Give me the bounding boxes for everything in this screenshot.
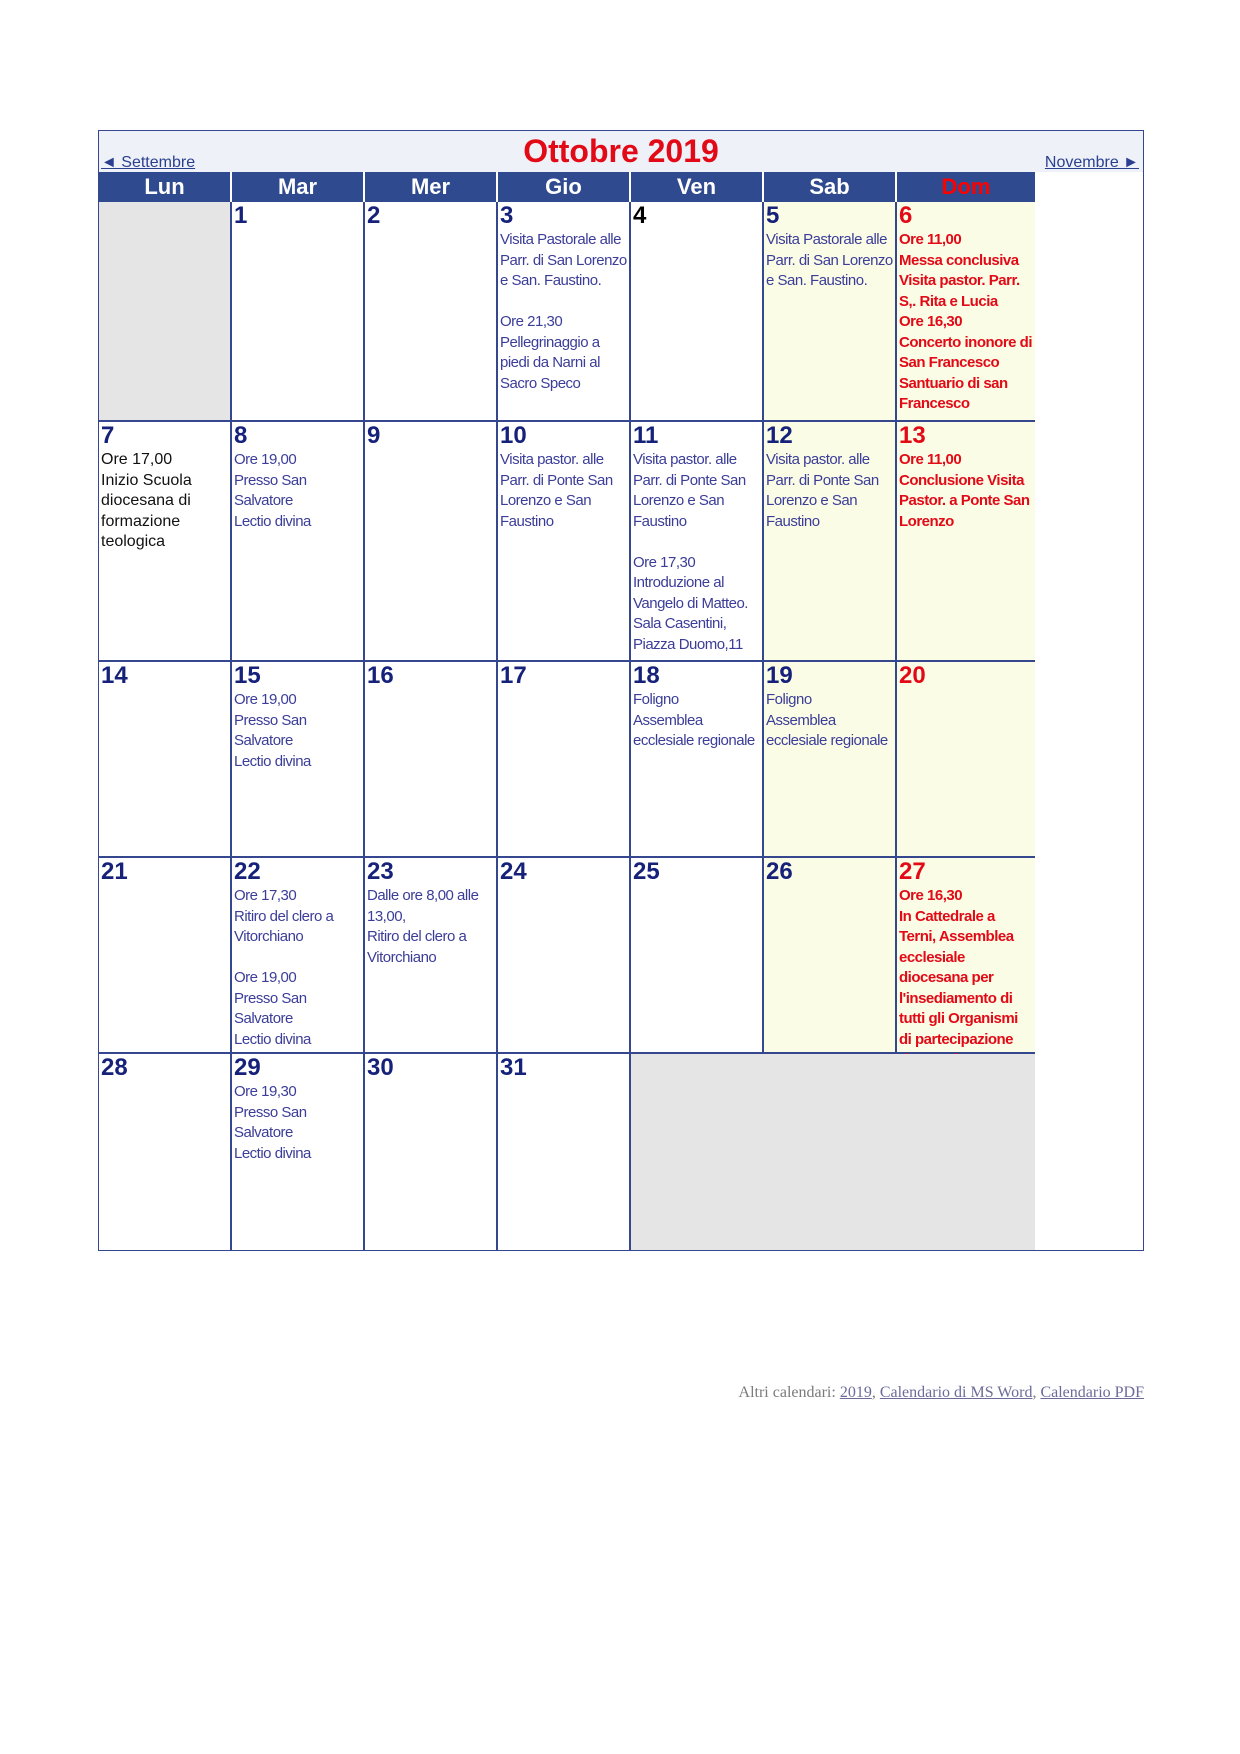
footer-sep: , xyxy=(1032,1384,1041,1401)
day-cell-16 xyxy=(365,662,498,858)
day-cell-4 xyxy=(631,202,764,422)
weekday-sab: Sab xyxy=(764,172,897,202)
day-number: 12 xyxy=(766,422,793,449)
day-events: Visita pastor. alle Parr. di Ponte San Lorenzo e San Faustino xyxy=(500,451,613,530)
prev-month-link[interactable]: ◄ Settembre xyxy=(101,154,196,171)
day-number: 1 xyxy=(234,202,248,229)
day-events: Ore 19,00 Presso San Salvatore Lectio divina xyxy=(234,691,311,770)
day-events: Visita Pastorale alle Parr. di San Lorenzo e San. Faustino. xyxy=(766,231,893,289)
day-number: 3 xyxy=(500,202,514,229)
day-cell-13 xyxy=(897,422,1035,662)
day-cell-24 xyxy=(498,858,631,1054)
day-cell-15 xyxy=(232,662,365,858)
weekday-header-row xyxy=(99,172,1143,202)
day-number: 26 xyxy=(766,858,793,885)
day-number: 4 xyxy=(633,202,647,229)
day-events: Ore 11,00 Messa conclusiva Visita pastor. Parr. S,. Rita e Lucia Ore 16,30 Concerto inonore di San Francesco Santuario di san Francesco xyxy=(899,231,1032,412)
day-number: 10 xyxy=(500,422,527,449)
day-events: Ore 11,00 Conclusione Visita Pastor. a Ponte San Lorenzo xyxy=(899,451,1030,530)
day-cell-10 xyxy=(498,422,631,662)
day-events: Ore 16,30 In Cattedrale a Terni, Assemblea ecclesiale diocesana per l'insediamento di tutti gli Organismi di partecipazione xyxy=(899,887,1018,1048)
day-number: 5 xyxy=(766,202,780,229)
day-cell-25 xyxy=(631,858,764,1054)
day-cell-14 xyxy=(99,662,232,858)
day-events: Ore 19,30 Presso San Salvatore Lectio divina xyxy=(234,1083,311,1162)
day-events: Ore 17,00 Inizio Scuola diocesana di formazione teologica xyxy=(101,451,192,550)
weekday-ven: Ven xyxy=(631,172,764,202)
day-number: 11 xyxy=(633,422,659,449)
day-number: 20 xyxy=(899,662,926,689)
day-cell-30 xyxy=(365,1054,498,1250)
weekday-gio: Gio xyxy=(498,172,631,202)
day-cell-5 xyxy=(764,202,897,422)
weekday-mar: Mar xyxy=(232,172,365,202)
empty-day-cell xyxy=(99,202,232,422)
week-row xyxy=(99,662,1143,858)
day-number: 16 xyxy=(367,662,394,689)
day-cell-2 xyxy=(365,202,498,422)
day-events: Visita pastor. alle Parr. di Ponte San Lorenzo e San Faustino xyxy=(766,451,879,530)
day-events: Visita Pastorale alle Parr. di San Lorenzo e San. Faustino. Ore 21,30 Pellegrinaggio a piedi da Narni al Sacro Speco xyxy=(500,231,627,392)
day-number: 25 xyxy=(633,858,660,885)
week-row xyxy=(99,858,1143,1054)
empty-day-cell xyxy=(631,1054,1035,1250)
link-2019[interactable]: 2019 xyxy=(839,1384,872,1401)
day-number: 18 xyxy=(633,662,660,689)
day-events: Ore 17,30 Ritiro del clero a Vitorchiano Ore 19,00 Presso San Salvatore Lectio divina xyxy=(234,887,334,1048)
day-number: 17 xyxy=(500,662,527,689)
footer-other-calendars xyxy=(739,1384,1144,1402)
day-cell-11 xyxy=(631,422,764,662)
day-events: Foligno Assemblea ecclesiale regionale xyxy=(766,691,888,749)
day-number: 27 xyxy=(899,858,926,885)
weekday-lun: Lun xyxy=(99,172,232,202)
footer-label: Altri calendari: xyxy=(738,1384,840,1401)
day-cell-22 xyxy=(232,858,365,1054)
next-month-link[interactable]: Novembre ► xyxy=(1044,154,1139,171)
month-title: Ottobre 2019 xyxy=(523,133,719,169)
day-cell-31 xyxy=(498,1054,631,1250)
day-events: Dalle ore 8,00 alle 13,00, Ritiro del clero a Vitorchiano xyxy=(367,887,479,966)
link-ms-word-calendar[interactable]: Calendario di MS Word xyxy=(879,1384,1033,1401)
day-number: 19 xyxy=(766,662,793,689)
day-number: 15 xyxy=(234,662,261,689)
day-number: 21 xyxy=(101,858,128,885)
footer-sep: , xyxy=(871,1384,880,1401)
weekday-mer: Mer xyxy=(365,172,498,202)
day-cell-27 xyxy=(897,858,1035,1054)
day-number: 30 xyxy=(367,1054,394,1081)
day-cell-28 xyxy=(99,1054,232,1250)
calendar-grid xyxy=(99,202,1143,1250)
day-number: 28 xyxy=(101,1054,128,1081)
day-number: 31 xyxy=(500,1054,527,1081)
day-number: 2 xyxy=(367,202,381,229)
weekday-dom: Dom xyxy=(897,172,1035,202)
week-row xyxy=(99,422,1143,662)
day-cell-1 xyxy=(232,202,365,422)
day-number: 24 xyxy=(500,858,527,885)
day-number: 8 xyxy=(234,422,248,449)
day-cell-9 xyxy=(365,422,498,662)
day-number: 14 xyxy=(101,662,128,689)
day-cell-23 xyxy=(365,858,498,1054)
day-cell-29 xyxy=(232,1054,365,1250)
day-cell-20 xyxy=(897,662,1035,858)
day-number: 13 xyxy=(899,422,926,449)
day-cell-19 xyxy=(764,662,897,858)
day-cell-3 xyxy=(498,202,631,422)
day-cell-8 xyxy=(232,422,365,662)
day-cell-18 xyxy=(631,662,764,858)
day-number: 6 xyxy=(899,202,913,229)
link-pdf-calendar[interactable]: Calendario PDF xyxy=(1040,1384,1144,1401)
day-events: Ore 19,00 Presso San Salvatore Lectio divina xyxy=(234,451,311,530)
week-row xyxy=(99,1054,1143,1250)
day-cell-21 xyxy=(99,858,232,1054)
day-number: 23 xyxy=(367,858,394,885)
day-cell-26 xyxy=(764,858,897,1054)
day-cell-12 xyxy=(764,422,897,662)
day-events: Foligno Assemblea ecclesiale regionale xyxy=(633,691,755,749)
day-cell-17 xyxy=(498,662,631,858)
day-cell-7 xyxy=(99,422,232,662)
day-number: 29 xyxy=(234,1054,261,1081)
day-number: 9 xyxy=(367,422,381,449)
day-events: Visita pastor. alle Parr. di Ponte San Lorenzo e San Faustino Ore 17,30 Introduzione al Vangelo di Matteo. Sala Casentini, Piazza Duomo,11 xyxy=(633,451,748,653)
calendar xyxy=(98,130,1144,1251)
day-cell-6 xyxy=(897,202,1035,422)
week-row xyxy=(99,202,1143,422)
calendar-title-bar xyxy=(99,131,1143,172)
day-number: 22 xyxy=(234,858,261,885)
day-number: 7 xyxy=(101,422,115,449)
